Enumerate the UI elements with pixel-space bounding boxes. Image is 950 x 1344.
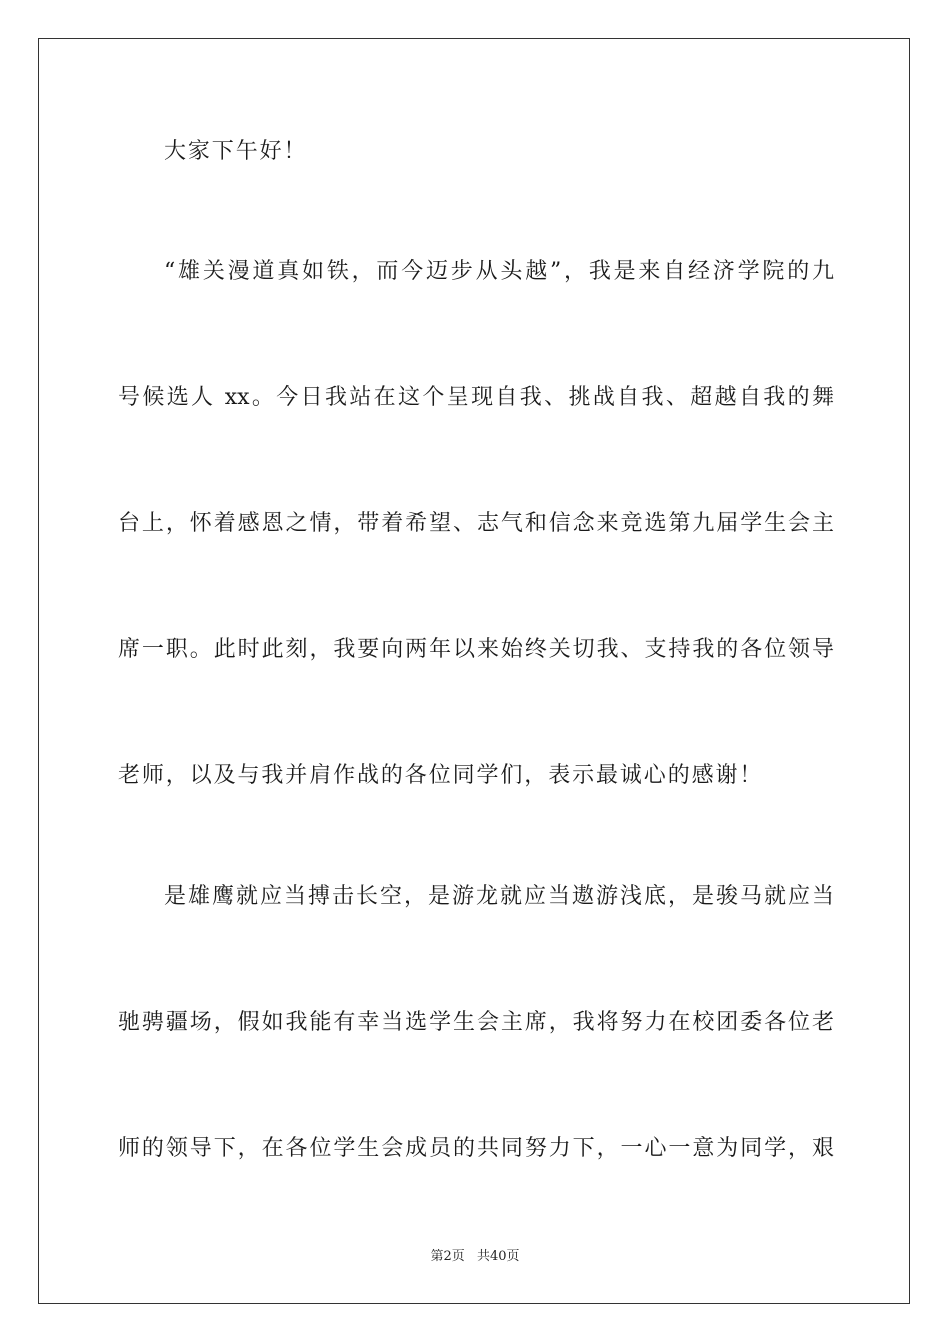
paragraph-line-3: 台上，怀着感恩之情，带着希望、志气和信念来竞选第九届学生会主 [118,511,834,536]
paragraph-line-5: 老师，以及与我并肩作战的各位同学们，表示最诚心的感谢！ [118,763,764,788]
greeting-line: 大家下午好！ [164,139,308,164]
paragraph-line-2: 号候选人 xx。今日我站在这个呈现自我、挑战自我、超越自我的舞 [118,385,834,410]
page-footer [0,1248,950,1266]
paragraph-line-7: 驰骋疆场，假如我能有幸当选学生会主席，我将努力在校团委各位老 [118,1010,834,1035]
page-border [38,38,910,1304]
paragraph-line-8: 师的领导下，在各位学生会成员的共同努力下，一心一意为同学，艰 [118,1136,834,1161]
page-number: 第2页 [430,1249,465,1264]
total-pages: 共40页 [476,1249,520,1264]
paragraph-line-4: 席一职。此时此刻，我要向两年以来始终关切我、支持我的各位领导 [118,637,834,662]
paragraph-line-6: 是雄鹰就应当搏击长空，是游龙就应当遨游浅底，是骏马就应当 [164,884,834,909]
paragraph-line-1: “雄关漫道真如铁，而今迈步从头越”，我是来自经济学院的九 [164,259,834,284]
